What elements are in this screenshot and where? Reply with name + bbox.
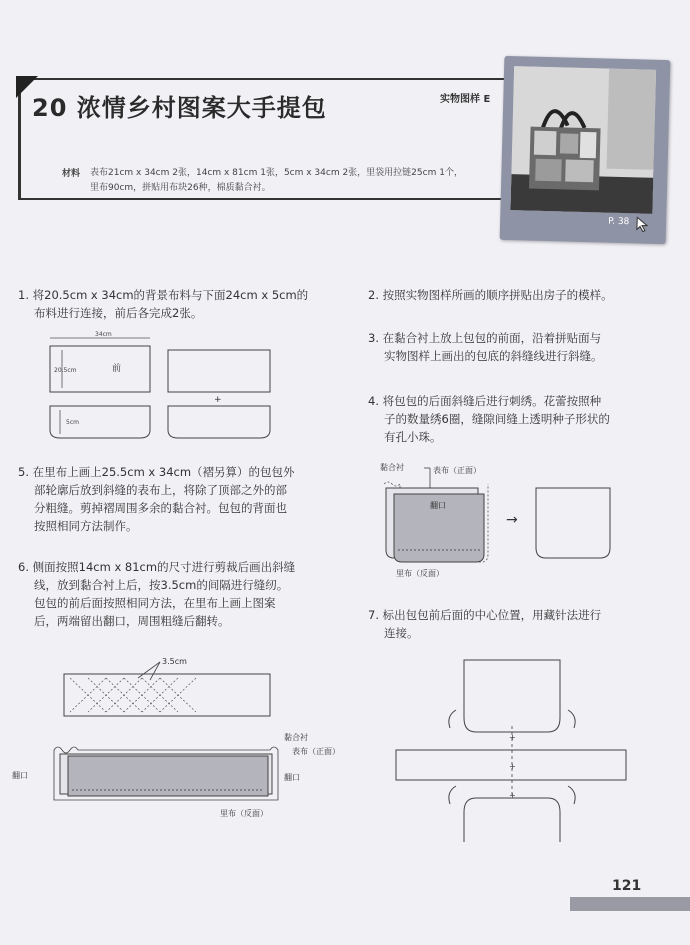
- step-text: 在里布上画上25.5cm x 34cm（褶另算）的包包外: [32, 465, 295, 479]
- opening-label: 翻口: [430, 501, 446, 510]
- center-mark-mid: +: [509, 762, 516, 771]
- step-5: [18, 463, 348, 535]
- step-1: [18, 286, 338, 322]
- bag-photo-art: [510, 66, 656, 214]
- gusset-interfacing-label: 黏合衬: [284, 733, 308, 742]
- step-3: [368, 329, 678, 365]
- cursor-arrow-icon: [636, 216, 650, 232]
- diagram-quilted-panel: [378, 458, 628, 582]
- step-text: 侧面按照14cm x 81cm的尺寸进行剪裁后画出斜缝: [32, 560, 296, 574]
- step-4-line: 有孔小珠。: [384, 430, 442, 444]
- opening-right-label: 翻口: [284, 773, 300, 782]
- fold-arrow-right-bottom: [568, 786, 575, 804]
- quilting-lines: [70, 678, 196, 712]
- step-text: 按照实物图样所画的顺序拼贴出房子的模样。: [382, 288, 613, 302]
- page-title: 20 浓情乡村图案大手提包: [32, 94, 327, 122]
- step-5-line: [18, 463, 348, 481]
- back-panel-top: [168, 350, 270, 392]
- step-2: [368, 286, 678, 304]
- step-text: 在黏合衬上放上包包的前面，沿着拼贴面与: [382, 331, 602, 345]
- finished-panel: [536, 488, 610, 558]
- center-mark-bottom: +: [509, 791, 516, 800]
- center-mark: +: [214, 395, 222, 405]
- center-mark-top: +: [509, 733, 516, 742]
- front-panel: [464, 660, 560, 732]
- interfacing-label: 黏合衬: [380, 463, 404, 472]
- step-6-line: 包包的前后面按照相同方法，在里布上画上图案: [34, 596, 276, 610]
- pattern-label: 实物图样 E: [440, 94, 491, 105]
- front-panel-bottom: [50, 406, 150, 438]
- photo-page-reference: P. 38: [608, 216, 630, 228]
- step-4-line: 子的数量绣6圈，缝隙间缝上透明种子形状的: [384, 412, 610, 426]
- opening-left-label: 翻口: [12, 771, 28, 780]
- spacing-label: 3.5cm: [162, 657, 187, 666]
- step-3-line: 实物图样上画出的包底的斜缝线进行斜缝。: [384, 349, 603, 363]
- step-2-line: [368, 286, 678, 304]
- bag-photo: [510, 66, 656, 214]
- gusset-strip: [64, 674, 270, 716]
- front-label: 前: [112, 364, 122, 374]
- step-text: 标出包包前后面的中心位置，用藏针法进行: [382, 608, 602, 622]
- arrow-right-icon: →: [506, 512, 518, 528]
- page-number-bar: [570, 897, 690, 911]
- step-6: [18, 558, 348, 630]
- step-4-line: [368, 392, 678, 410]
- step-number: 6.: [18, 560, 29, 574]
- diagram-panel-layout: [40, 330, 280, 442]
- materials-text: [90, 166, 490, 196]
- step-number: 3.: [368, 331, 379, 345]
- step-5-line: 按照相同方法制作。: [34, 519, 138, 533]
- diagram-gusset: [10, 650, 366, 830]
- materials-line: 里布90cm，拼贴用布块26种，棉质黏合衬。: [90, 183, 271, 193]
- step-text: 将包包的后面斜缝后进行刺绣。花蕾按照种: [382, 394, 602, 408]
- fold-arrow-right-top: [568, 710, 575, 728]
- step-3-line: [368, 329, 678, 347]
- step-6-line: 后，两端留出翻口，周围粗缝后翻转。: [34, 614, 230, 628]
- step-number: 2.: [368, 288, 379, 302]
- materials-label: 材料: [62, 169, 81, 179]
- photo-card[interactable]: [500, 56, 671, 244]
- back-panel-bottom: [168, 406, 270, 438]
- gusset-outer-label: 表布（正面）: [292, 747, 340, 756]
- step-number: 5.: [18, 465, 29, 479]
- bottom-label: 5cm: [66, 419, 79, 426]
- step-1-line: [18, 286, 338, 304]
- step-6-line: 线，放到黏合衬上后，按3.5cm的间隔进行缝纫。: [34, 578, 289, 592]
- page-number: 121: [612, 878, 642, 894]
- diagram-assembly: [392, 656, 632, 844]
- fold-arrow-left-bottom: [449, 786, 456, 804]
- step-7-line: [368, 606, 678, 624]
- width-label: 34cm: [95, 331, 112, 338]
- step-4: [368, 392, 678, 446]
- step-number: 4.: [368, 394, 379, 408]
- step-1-line: 布料进行连接，前后各完成2张。: [34, 306, 203, 320]
- step-5-line: 分粗缝。剪掉褶周围多余的黏合衬。包包的背面也: [34, 501, 287, 515]
- fold-arrow-left-top: [449, 710, 456, 728]
- step-5-line: 部轮廓后放到斜缝的表布上，将除了顶部之外的部: [34, 483, 287, 497]
- step-6-line: [18, 558, 348, 576]
- back-panel: [464, 798, 560, 842]
- step-7-line: 连接。: [384, 626, 419, 640]
- lining-label: 里布（反面）: [396, 569, 444, 578]
- step-7: [368, 606, 678, 642]
- gusset-lining-label: 里布（反面）: [220, 809, 268, 818]
- height-label: 20.5cm: [54, 367, 77, 374]
- step-number: 7.: [368, 608, 379, 622]
- materials-line: 表布21cm x 34cm 2张，14cm x 81cm 1张，5cm x 34cm 2张，里袋用拉链25cm 1个，: [90, 168, 463, 178]
- outer-fabric-label: 表布（正面）: [433, 466, 481, 475]
- step-text: 将20.5cm x 34cm的背景布料与下面24cm x 5cm的: [32, 288, 309, 302]
- step-number: 1.: [18, 288, 29, 302]
